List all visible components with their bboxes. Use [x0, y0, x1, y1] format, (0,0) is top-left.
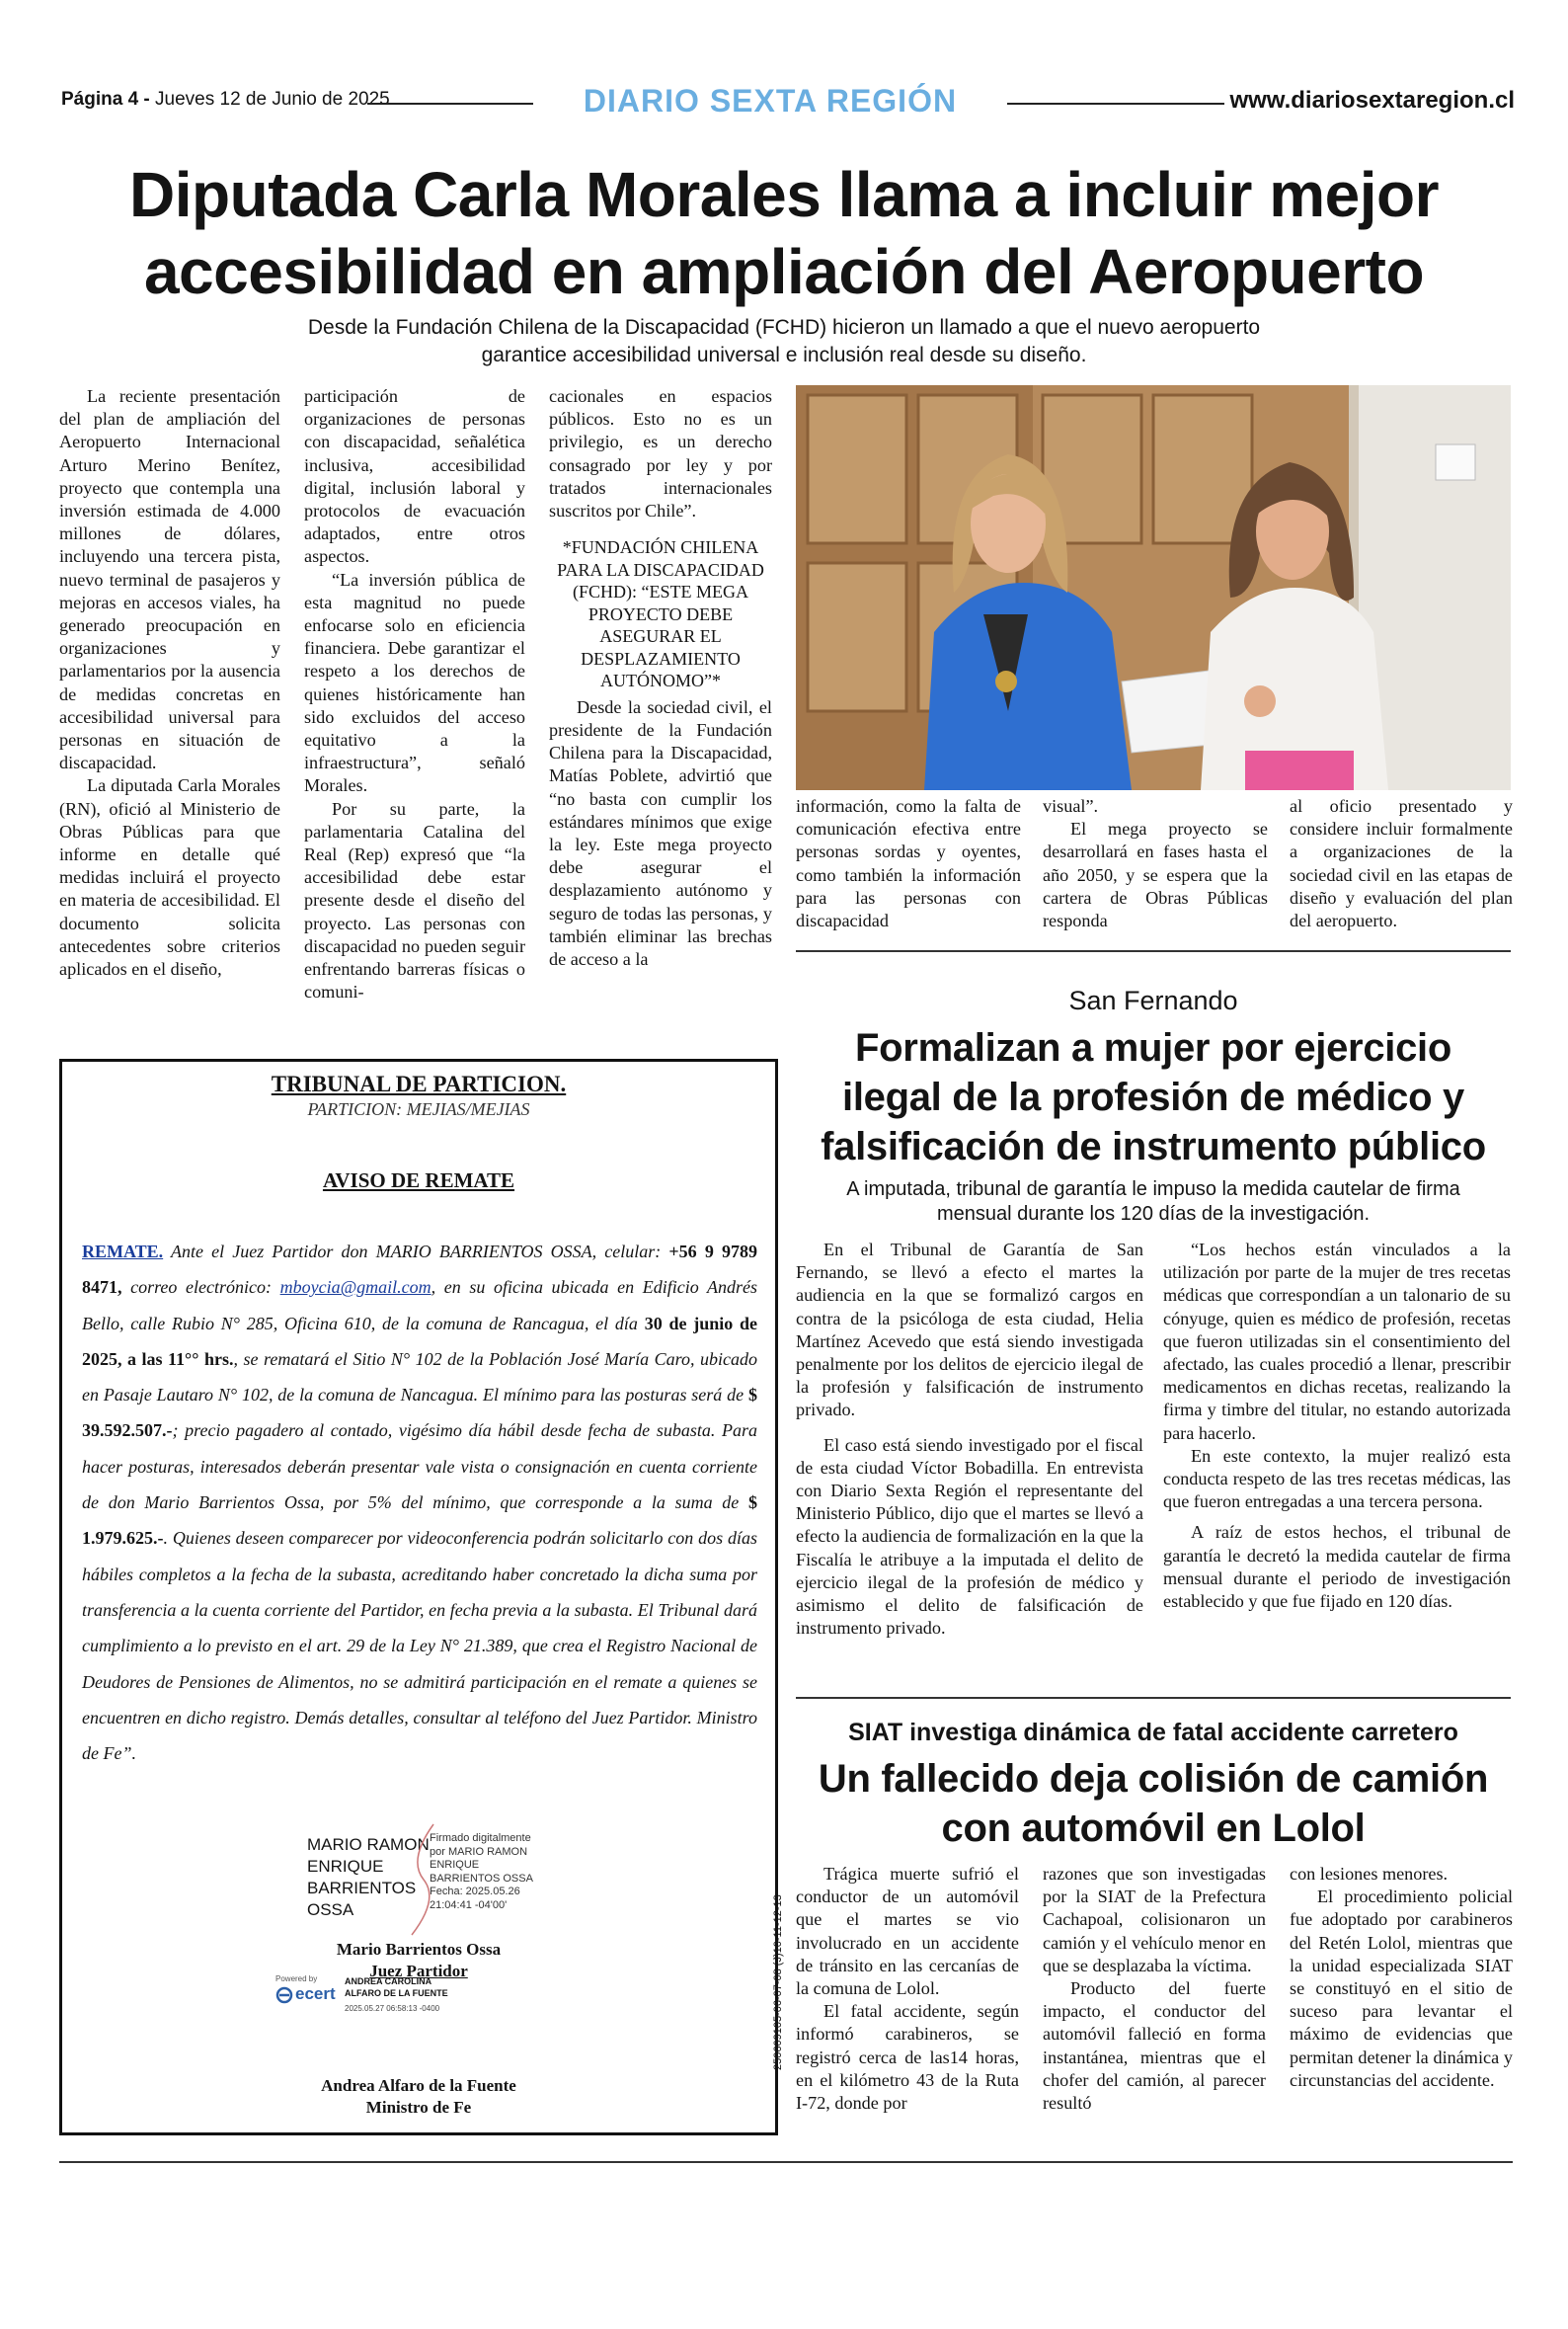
notice-title: TRIBUNAL DE PARTICION.	[271, 1072, 567, 1096]
paragraph: razones que son investigadas por la SIAT de la Prefectura Cachapoal, colisionaron un camión y el vehículo menor en que se desplazaba la víctima.	[1043, 1864, 1266, 1975]
guarantee-amount: $ 1.979.625.-	[82, 1492, 757, 1549]
phone-number: +56 9 9789 8471,	[82, 1242, 757, 1298]
header-rule-right	[1007, 103, 1224, 105]
signature-meta-line: por MARIO RAMON	[430, 1845, 528, 1858]
section-subheading: *FUNDACIÓN CHILENA PARA LA DISCAPACIDAD (FCHD): “ESTE MEGA PROYECTO DEBE ASEGURAR EL DESPLAZAMIENTO AUTÓNOMO”*	[557, 537, 764, 691]
siat-headline-line: con automóvil en Lolol	[941, 1807, 1366, 1850]
article-photo	[796, 385, 1511, 790]
main-column-3	[549, 385, 772, 971]
paragraph: “Los hechos están vinculados a la utilización por parte de la mujer de tres recetas médicas que correspondían a un talonario de su cónyuge, quien es médico de profesión, recetas que fueron utilizadas sin el consentimiento del afectado, las cuales procedió a llenar, prescribir medicamentos en dichas recetas, realizando la firma y timbre del titular, no estando autorizada para hacerlo.	[1163, 1240, 1511, 1443]
paragraph: Trágica muerte sufrió el conductor de un automóvil que el martes se vio involucrado en un accidente de tránsito en las cercanías de la comuna de Lolol.	[796, 1864, 1019, 1999]
notice-subtitle: PARTICION: MEJIAS/MEJIAS	[307, 1099, 530, 1119]
signature-meta-line: ENRIQUE	[430, 1859, 480, 1871]
main-headline-line: Diputada Carla Morales llama a incluir mejor	[129, 159, 1439, 230]
main-column-6	[1290, 795, 1513, 932]
sf-kicker: San Fernando	[1068, 986, 1238, 1015]
ecert-brand: ecert	[295, 1984, 336, 2003]
judge-role: Juez Partidor	[369, 1962, 468, 1980]
siat-headline	[796, 1754, 1511, 1853]
paragraph: El mega proyecto se desarrollará en fases hasta el año 2050, y se espera que la cartera de Obras Públicas responda	[1043, 819, 1268, 931]
signature-meta-line: Fecha: 2025.05.26	[430, 1886, 520, 1897]
auction-notice-box	[59, 1059, 778, 2135]
main-column-1	[59, 385, 280, 981]
signature-meta-line: 21:04:41 -04'00'	[430, 1898, 508, 1911]
main-column-4	[796, 795, 1021, 932]
siat-column-1	[796, 1863, 1019, 2115]
paragraph: El fatal accidente, según informó carabineros, se registró cerca de las14 horas, en el kilómetro 43 de la Ruta I-72, donde por	[796, 2001, 1019, 2114]
page-label: Página 4 -	[61, 89, 150, 110]
main-headline-line: accesibilidad en ampliación del Aeropuerto	[143, 236, 1425, 307]
sf-headline-line: ilegal de la profesión de médico y	[842, 1076, 1464, 1119]
notice-heading: AVISO DE REMATE	[322, 1168, 515, 1192]
minimum-bid: $ 39.592.507.-	[82, 1385, 757, 1441]
main-headline	[39, 156, 1529, 310]
siat-headline-line: Un fallecido deja colisión de camión	[818, 1757, 1489, 1801]
print-code-text: 250609105-06-07-08 (J)10-11-12-13	[772, 1894, 784, 2070]
notice-text: , en su oficina ubicada en Edificio Andrés Bello, calle Rubio N° 285, Oficina 610, de la comuna de Rancagua, el día	[82, 1277, 758, 1333]
paragraph: “La inversión pública de esta magnitud no puede enfocarse solo en eficiencia financiera. Debe garantizar el respeto a los derechos de quienes históricamente han sido excluidos del acceso equitativo a la infraestructura”, señaló Morales.	[304, 569, 525, 796]
notice-text: ; precio pagadero al contado, vigésimo día hábil desde fecha de subasta. Para hacer posturas, interesados deberán presentar vale vista o consignación en cuenta corriente de don Mario Barrientos Ossa, por 5% del mínimo, que corresponde a la suma de	[82, 1420, 757, 1513]
sf-headline-line: falsificación de instrumento público	[821, 1125, 1486, 1168]
auction-date: 30 de junio de 2025, a las 11°° hrs.	[82, 1313, 757, 1369]
notice-text: . Quienes deseen comparecer por videoconferencia podrán solicitarlo con dos días hábiles completos a la fecha de la subasta, acreditando haber concretado la dicha suma por transferencia a la cuenta corriente del Partidor, en fecha previa a la subasta. El Tribunal dará cumplimiento a lo previsto en el art. 29 de la Ley N° 21.389, que crea el Registro Nacional de Deudores de Pensiones de Alimentos, no se admitirá participación en el remate a quienes se encuentren en dicho registro. Demás detalles, consultar al teléfono del Juez Partidor. Ministro de Fe”.	[82, 1528, 757, 1764]
paragraph: Producto del fuerte impacto, el conductor del automóvil falleció en forma instantánea, mientras que el chofer del camión, al parecer resultó	[1043, 1978, 1266, 2114]
notice-text: correo electrónico:	[121, 1277, 280, 1298]
paragraph: visual”.	[1043, 796, 1099, 816]
main-column-2	[304, 385, 525, 1004]
minister-role: Ministro de Fe	[365, 2098, 472, 2117]
sf-headline-line: Formalizan a mujer por ejercicio	[855, 1026, 1451, 1070]
paragraph: El procedimiento policial fue adoptado por carabineros del Retén Lolol, mientras que la unidad especializada SIAT se constituyó en el sitio de suceso para levantar el máximo de evidencias que permitan detener la dinámica y circunstancias del accidente.	[1290, 1887, 1513, 2090]
remate-label: REMATE.	[82, 1242, 164, 1261]
paragraph: El caso está siendo investigado por el fiscal de esta ciudad Víctor Bobadilla. En entrevista con Diario Sexta Región el representante del Ministerio Público, dijo que el martes se llevó a efecto la audiencia de formalización en la que la Fiscalía le atribuye a la imputada el delito de ejercicio ilegal de la profesión de médico y asimismo el delito de falsificación de instrumento privado.	[796, 1434, 1143, 1639]
signature-line: OSSA	[307, 1900, 354, 1919]
paragraph: En este contexto, la mujer realizó esta conducta respeto de las tres recetas médicas, las que fueron entregadas a una tercera persona.	[1163, 1445, 1511, 1512]
notice-text: Ante el Juez Partidor don MARIO BARRIENTOS OSSA, celular:	[163, 1242, 669, 1261]
paragraph: La reciente presentación del plan de ampliación del Aeropuerto Internacional Arturo Merino Benítez, proyecto que contempla una inversión estimada de 4.000 millones de dólares, incluyendo una tercera pista, nuevo terminal de pasajeros y mejoras en accesos viales, ha generado preocupación en organizaciones y parlamentarios por la ausencia de medidas concretas en accesibilidad universal para personas en situación de discapacidad.	[59, 386, 280, 773]
signature-meta-line: BARRIENTOS OSSA	[430, 1872, 533, 1885]
ecert-date: 2025.05.27 06:58:13 -0400	[345, 2004, 440, 2013]
minister-signature-block	[62, 2075, 775, 2119]
digital-signature-meta	[430, 1832, 533, 1912]
section-divider	[796, 950, 1511, 952]
paragraph: Desde la sociedad civil, el presidente de la Fundación Chilena para la Discapacidad, Matías Poblete, advirtió que “no basta con cumplir los estándares mínimos que exige la ley. Este mega proyecto debe asegurar el desplazamiento autónomo y seguro de todas las personas, y también eliminar las brechas de acceso a la	[549, 696, 772, 969]
sf-subheadline	[796, 1177, 1511, 1227]
paragraph: cacionales en espacios públicos. Esto no es un privilegio, es un derecho consagrado por ley y por tratados internacionales suscritos por Chile”.	[549, 386, 772, 522]
main-subheadline	[257, 314, 1311, 369]
sf-column-1	[796, 1239, 1143, 1640]
main-subheadline-line: garantice accesibilidad universal e inclusión real desde su diseño.	[481, 344, 1087, 366]
header-rule-left	[367, 103, 533, 105]
paragraph: información, como la falta de comunicación efectiva entre personas sordas y oyentes, como también la información para las personas con discapacidad	[796, 796, 1021, 931]
ecert-logo-icon	[275, 1986, 293, 2004]
main-column-5	[1043, 795, 1268, 932]
sf-subheadline-line: mensual durante los 120 días de la investigación.	[936, 1203, 1371, 1225]
sf-column-2	[1163, 1239, 1511, 1613]
paragraph: En el Tribunal de Garantía de San Fernando, se llevó a efecto el martes la audiencia en la que se formalizó cargos en contra de la psicóloga de esta ciudad, Helia Martínez Acevedo que está siendo investigada penalmente por los delitos de ejercicio ilegal de la profesión y falsificación de instrumento privado.	[796, 1240, 1143, 1420]
judge-name: Mario Barrientos Ossa	[336, 1940, 502, 1959]
signature-line: BARRIENTOS	[307, 1879, 417, 1897]
page-date-line	[61, 89, 390, 111]
print-code	[772, 1853, 792, 2070]
siat-kicker: SIAT investiga dinámica de fatal accidente carretero	[848, 1719, 1458, 1746]
ecert-stamp	[275, 1972, 631, 2028]
minister-name: Andrea Alfaro de la Fuente	[321, 2076, 516, 2095]
signature-line: MARIO RAMON	[307, 1835, 430, 1854]
paragraph: con lesiones menores.	[1290, 1864, 1449, 1884]
paragraph: Por su parte, la parlamentaria Catalina del Real (Rep) expresó que “la accesibilidad debe estar presente desde el diseño del proyecto. Las personas con discapacidad no pueden seguir enfrentando barreras físicas o comuni-	[304, 798, 525, 1003]
paragraph: participación de organizaciones de personas con discapacidad, señalética inclusiva, accesibilidad digital, inclusión laboral y protocolos de evacuación adaptados, entre otros aspectos.	[304, 386, 525, 567]
sf-subheadline-line: A imputada, tribunal de garantía le impuso la medida cautelar de firma	[846, 1178, 1460, 1200]
siat-column-2	[1043, 1863, 1266, 2115]
paragraph: La diputada Carla Morales (RN), ofició al Ministerio de Obras Públicas para que informe en detalle qué medidas incluirá el proyecto en materia de accesibilidad. El documento solicita antecedentes sobre criterios aplicados en el diseño,	[59, 775, 280, 980]
issue-date: Jueves 12 de Junio de 2025	[155, 89, 390, 110]
ecert-powered: Powered by	[275, 1974, 318, 1983]
main-subheadline-line: Desde la Fundación Chilena de la Discapacidad (FCHD) hicieron un llamado a que el nuevo aeropuerto	[307, 316, 1261, 339]
website-url: www.diariosextaregion.cl	[1229, 87, 1515, 114]
notice-body	[82, 1234, 757, 1771]
email-link[interactable]: mboycia@gmail.com	[279, 1277, 431, 1298]
signature-line: ENRIQUE	[307, 1857, 384, 1876]
section-divider	[796, 1697, 1511, 1699]
ecert-name-line: ANDREA CAROLINA	[345, 1976, 432, 1986]
ecert-name-line: ALFARO DE LA FUENTE	[345, 1988, 448, 1998]
photo-two-women-icon	[796, 385, 1511, 790]
siat-column-3	[1290, 1863, 1513, 2092]
notice-text: , se rematará el Sitio N° 102 de la Población José María Caro, ubicado en Pasaje Lautaro N° 102, de la comuna de Nancagua. El mínimo para las posturas será de	[82, 1348, 757, 1405]
masthead-title: DIARIO SEXTA REGIÓN	[583, 83, 958, 119]
page-bottom-rule	[59, 2161, 1513, 2163]
signature-meta-line: Firmado digitalmente	[430, 1832, 531, 1844]
sf-headline	[796, 1023, 1511, 1171]
paragraph: A raíz de estos hechos, el tribunal de garantía le decretó la medida cautelar de firma mensual durante el periodo de investigación establecido y que fue fijado en 120 días.	[1163, 1522, 1511, 1612]
paragraph: al oficio presentado y considere incluir formalmente a organizaciones de la sociedad civil en las etapas de diseño y evaluación del plan del aeropuerto.	[1290, 796, 1513, 931]
